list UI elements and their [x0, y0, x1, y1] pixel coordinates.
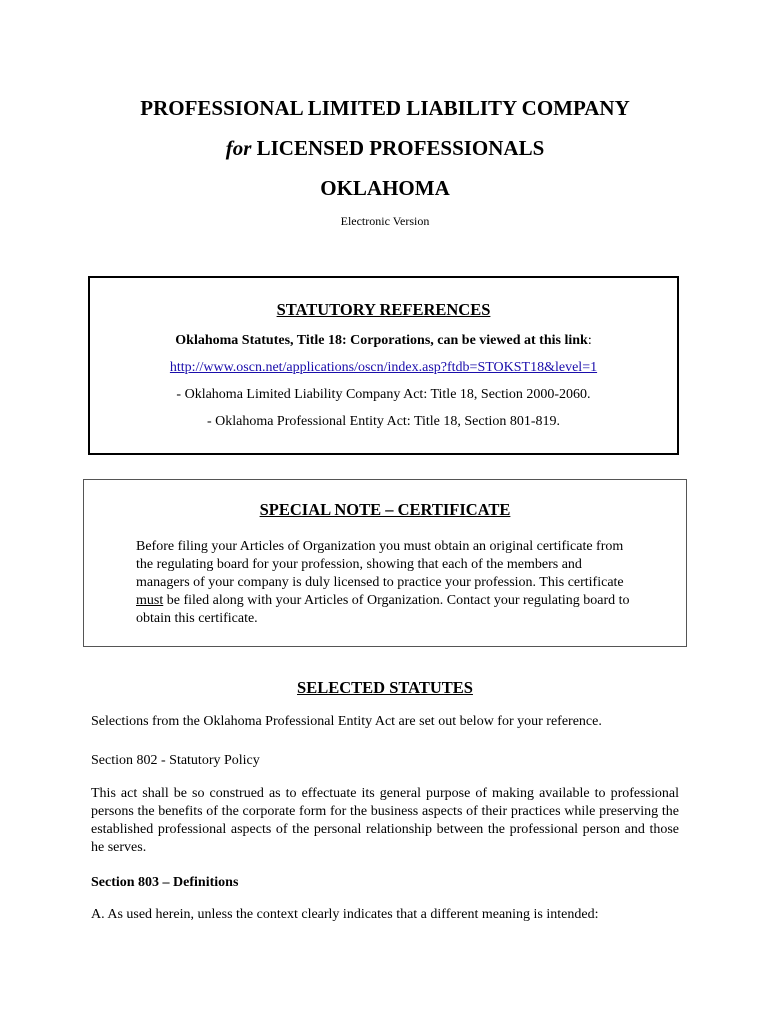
title-state: OKLAHOMA [320, 176, 450, 200]
special-note-heading: SPECIAL NOTE – CERTIFICATE [259, 500, 511, 519]
title-line-1: PROFESSIONAL LIMITED LIABILITY COMPANY [140, 96, 630, 120]
section-802-text: This act shall be so construed as to effectuate its general purpose of making available to professional persons the benefits of the corporate form for the business aspects of their practices while preserving the established professional aspects of the personal relationship between the professional person and those he serves. [91, 786, 679, 855]
special-note-emphasis: must [136, 593, 164, 608]
title-for-italic: for [225, 136, 252, 160]
title-line-2 [0, 135, 770, 161]
statutory-references-box [88, 276, 679, 455]
title-licensed-professionals: LICENSED PROFESSIONALS [256, 136, 545, 160]
statutory-references-heading: STATUTORY REFERENCES [276, 300, 491, 319]
section-802-title: Section 802 - Statutory Policy [91, 753, 260, 768]
special-note-text-before: Before filing your Articles of Organization you must obtain an original certificate from the regulating board for your profession, showing that each of the members and managers of your company is duly licensed to practice your profession. This certificate [136, 539, 624, 590]
selected-statutes-heading: SELECTED STATUTES [297, 678, 473, 697]
special-note-box [83, 479, 687, 647]
statutes-view-text: Oklahoma Statutes, Title 18: Corporations, can be viewed at this link [175, 333, 588, 348]
special-note-text [136, 538, 636, 628]
statutes-link[interactable]: http://www.oscn.net/applications/oscn/index.asp?ftdb=STOKST18&level=1 [169, 360, 598, 375]
statutes-view-colon: : [587, 333, 592, 348]
statutes-link-intro [90, 333, 677, 349]
ref-llc-act: - Oklahoma Limited Liability Company Act: Title 18, Section 2000-2060. [176, 387, 591, 402]
special-note-text-after: be filed along with your Articles of Organization. Contact your regulating board to obtain this certificate. [136, 593, 630, 626]
selected-statutes-intro: Selections from the Oklahoma Professional Entity Act are set out below for your reference. [91, 714, 602, 729]
section-803-title: Section 803 – Definitions [91, 875, 239, 890]
section-803-a: A. As used herein, unless the context clearly indicates that a different meaning is intended: [91, 907, 599, 922]
ref-professional-entity-act: - Oklahoma Professional Entity Act: Title 18, Section 801-819. [206, 414, 561, 429]
statutes-link-row [90, 360, 677, 376]
subtitle: Electronic Version [340, 214, 430, 228]
